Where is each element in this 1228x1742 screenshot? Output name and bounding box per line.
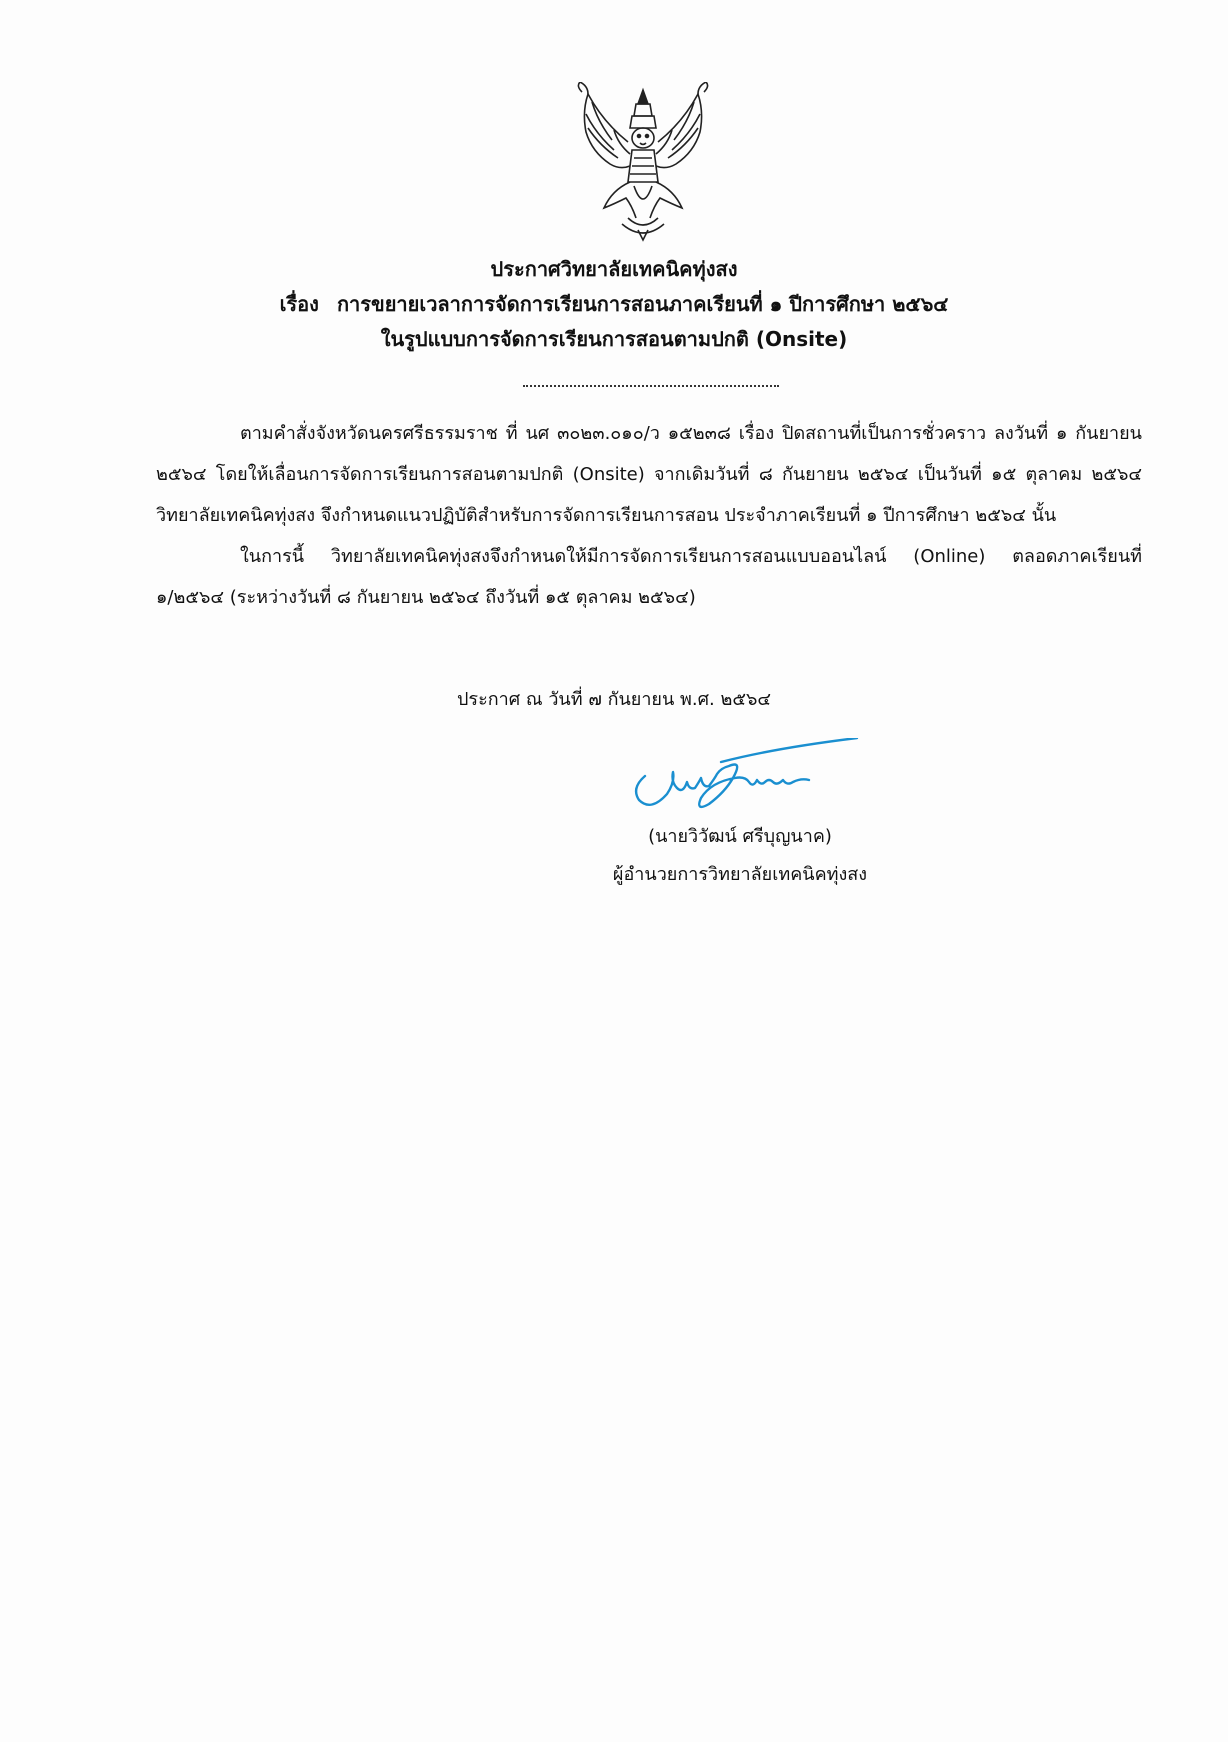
announcement-date: ประกาศ ณ วันที่ ๗ กันยายน พ.ศ. ๒๕๖๔ [456,689,771,710]
body-paragraph-2: ในการนี้ วิทยาลัยเทคนิคทุ่งสงจึงกำหนดให้มีการจัดการเรียนการสอนแบบออนไลน์ (Online) ตลอดภาคเรียนที่ ๑/๒๕๖๔ (ระหว่างวันที่ ๘ กันยายน ๒๕๖๔ ถึงวันที่ ๑๕ ตุลาคม ๒๕๖๔) [156,546,1142,608]
subject-label: เรื่อง [279,292,319,316]
garuda-emblem-icon [568,82,718,242]
document-subject-line2: ในรูปแบบการจัดการเรียนการสอนตามปกติ (Onsite) [380,327,848,351]
body-paragraph-1: ตามคำสั่งจังหวัดนครศรีธรรมราช ที่ นศ ๓๐๒๓.๐๑๐/ว ๑๕๒๓๘ เรื่อง ปิดสถานที่เป็นการชั่วคราว ลงวันที่ ๑ กันยายน ๒๕๖๔ โดยให้เลื่อนการจัดการเรียนการสอนตามปกติ (Onsite) จากเดิมวันที่ ๘ กันยายน ๒๕๖๔ เป็นวันที่ ๑๕ ตุลาคม ๒๕๖๔ วิทยาลัยเทคนิคทุ่งสง จึงกำหนดแนวปฏิบัติสำหรับการจัดการเรียนการสอน ประจำภาคเรียนที่ ๑ ปีการศึกษา ๒๕๖๔ นั้น [156,423,1142,526]
document-subject-line [0,287,1228,322]
document-title: ประกาศวิทยาลัยเทคนิคทุ่งสง [490,257,738,281]
dotted-separator [523,385,779,389]
signature-image [625,738,875,828]
signer-title: ผู้อำนวยการวิทยาลัยเทคนิคทุ่งสง [612,864,868,885]
document-subject: การขยายเวลาการจัดการเรียนการสอนภาคเรียนที่ ๑ ปีการศึกษา ๒๕๖๔ [336,292,949,316]
signer-block [560,818,920,894]
signature-stroke [636,738,857,807]
signer-name: (นายวิวัฒน์ ศรีบุญนาค) [648,826,832,847]
document-heading [0,252,1228,357]
document-body [156,413,1142,618]
